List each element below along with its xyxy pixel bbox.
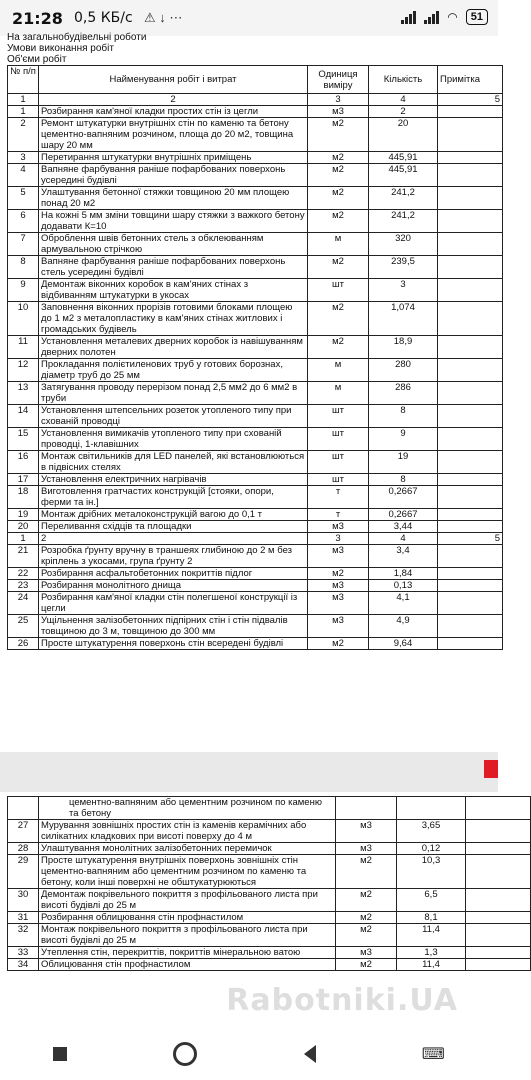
table-cell-name: Установлення електричних нагрівачів <box>39 474 308 486</box>
table-cell-unit: м3 <box>336 843 397 855</box>
table-cell-name: Вапняне фарбування раніше пофарбованих поверхонь усередині будівлі <box>39 164 308 187</box>
table-cell-no: 22 <box>8 568 39 580</box>
table-row <box>8 855 531 889</box>
table-cell-qty: 2 <box>369 106 438 118</box>
document-page-1 <box>0 32 500 650</box>
table-cell-note <box>438 256 503 279</box>
table-cell-qty: 3,65 <box>397 820 466 843</box>
table-cell-no: 14 <box>8 405 39 428</box>
table-cell-no: 18 <box>8 486 39 509</box>
table-cell-no: 23 <box>8 580 39 592</box>
table-cell-no: 29 <box>8 855 39 889</box>
col-number: 1 <box>8 533 39 545</box>
table-cell-unit: м3 <box>308 106 369 118</box>
table-cell-unit: шт <box>308 451 369 474</box>
table-cell-name: Ущільнення залізобетонних підпірних стін і стін підвалів товщиною до 3 м, товщиною до 300 мм <box>39 615 308 638</box>
table-cell-unit: м2 <box>336 912 397 924</box>
works-table <box>7 65 503 650</box>
table-cell-no: 15 <box>8 428 39 451</box>
table-cell-unit: м2 <box>308 187 369 210</box>
keyboard-icon[interactable]: ⌨ <box>421 1046 445 1063</box>
table-cell-name: Розбирання кам'яної кладки простих стін із цегли <box>39 106 308 118</box>
table-row <box>8 336 503 359</box>
table-cell-qty: 286 <box>369 382 438 405</box>
table-cell-no: 17 <box>8 474 39 486</box>
table-cell-qty: 9 <box>369 428 438 451</box>
table-row <box>8 889 531 912</box>
table-cell-note <box>438 486 503 509</box>
table-cell-note <box>438 428 503 451</box>
table-cell-unit: м2 <box>308 164 369 187</box>
col-number: 5 <box>438 533 503 545</box>
table-row <box>8 947 531 959</box>
red-marker <box>484 760 498 778</box>
table-row <box>8 615 503 638</box>
signal-2-icon <box>424 10 439 24</box>
table-cell-no: 19 <box>8 509 39 521</box>
table-row <box>8 233 503 256</box>
table-cell-qty: 3,4 <box>369 545 438 568</box>
col-number: 1 <box>8 94 39 106</box>
table-row <box>8 359 503 382</box>
rows-section-2 <box>8 545 503 650</box>
table-cell-name: Розбирання монолітного днища <box>39 580 308 592</box>
table-cell-unit: м2 <box>336 924 397 947</box>
table-cell-qty <box>397 797 466 820</box>
table-row <box>8 451 503 474</box>
page-2-header-strip <box>0 752 498 792</box>
status-right <box>401 9 488 25</box>
col-header-unit: Одиниця виміру <box>308 66 369 94</box>
header-line: Умови виконання робіт <box>7 43 114 54</box>
table-row <box>8 279 503 302</box>
table-cell-note <box>438 382 503 405</box>
android-nav-bar <box>0 1028 498 1080</box>
table-cell-unit: м2 <box>336 855 397 889</box>
status-bar <box>0 0 498 36</box>
column-number-row <box>8 533 503 545</box>
table-cell-unit: м3 <box>308 580 369 592</box>
status-time: 21:28 <box>12 9 63 28</box>
table-cell-qty: 445,91 <box>369 164 438 187</box>
table-cell-no: 21 <box>8 545 39 568</box>
back-button[interactable] <box>304 1045 316 1063</box>
battery-icon: 51 <box>466 9 488 25</box>
table-cell-name: Монтаж дрібних металоконструкцій вагою до 0,1 т <box>39 509 308 521</box>
home-button[interactable] <box>173 1042 197 1066</box>
col-header-name: Найменування робіт і витрат <box>39 66 308 94</box>
table-row <box>8 924 531 947</box>
table-cell-qty: 8 <box>369 474 438 486</box>
table-cell-note <box>466 855 531 889</box>
table-cell-qty: 0,13 <box>369 580 438 592</box>
table-row <box>8 256 503 279</box>
table-cell-note <box>438 405 503 428</box>
table-cell-qty: 6,5 <box>397 889 466 912</box>
table-cell-unit: м2 <box>308 210 369 233</box>
table-cell-name: Оброблення швів бетонних стель з обклеюванням армувальною стрічкою <box>39 233 308 256</box>
table-cell-qty: 19 <box>369 451 438 474</box>
table-cell-unit: шт <box>308 428 369 451</box>
table-cell-note <box>438 152 503 164</box>
table-row <box>8 509 503 521</box>
table-cell-qty: 0,12 <box>397 843 466 855</box>
table-cell-qty: 18,9 <box>369 336 438 359</box>
table-cell-unit: м3 <box>308 615 369 638</box>
table-cell-qty: 10,3 <box>397 855 466 889</box>
notification-icons: ⚠ ↓ ⋯ <box>144 10 183 25</box>
col-number: 3 <box>308 94 369 106</box>
table-cell-no: 30 <box>8 889 39 912</box>
table-row <box>8 428 503 451</box>
table-cell-no: 6 <box>8 210 39 233</box>
table-cell-no: 16 <box>8 451 39 474</box>
table-cell-no: 27 <box>8 820 39 843</box>
table-cell-qty: 8,1 <box>397 912 466 924</box>
table-cell-no: 3 <box>8 152 39 164</box>
table-cell-note <box>438 118 503 152</box>
table-cell-unit: м2 <box>308 118 369 152</box>
table-cell-note <box>438 106 503 118</box>
table-cell-qty: 8 <box>369 405 438 428</box>
table-cell-qty: 0,2667 <box>369 486 438 509</box>
table-cell-note <box>438 615 503 638</box>
table-cell-name: Перетирання штукатурки внутрішніх приміщень <box>39 152 308 164</box>
table-cell-note <box>466 924 531 947</box>
table-cell-name: Мурування зовнішніх простих стін із каменів керамічних або силікатних кладкових при висоті поверху до 4 м <box>39 820 336 843</box>
table-cell-qty: 241,2 <box>369 187 438 210</box>
table-row <box>8 164 503 187</box>
table-cell-note <box>438 279 503 302</box>
table-cell-name: Утеплення стін, перекриттів, покриттів мінеральною ватою <box>39 947 336 959</box>
table-cell-note <box>466 947 531 959</box>
table-cell-unit: м3 <box>308 521 369 533</box>
table-cell-unit: шт <box>308 474 369 486</box>
table-cell-name: Розбирання облицювання стін профнастилом <box>39 912 336 924</box>
table-row <box>8 545 503 568</box>
table-row <box>8 797 531 820</box>
table-cell-qty: 20 <box>369 118 438 152</box>
table-cell-name: Заповнення віконних прорізів готовими блоками площею до 1 м2 з металопластику в кам'яних стінах житлових і громадських будівель <box>39 302 308 336</box>
table-cell-qty: 9,64 <box>369 638 438 650</box>
table-cell-qty: 241,2 <box>369 210 438 233</box>
table-cell-unit: м2 <box>308 302 369 336</box>
table-cell-name: Улаштування монолітних залізобетонних перемичок <box>39 843 336 855</box>
table-cell-name: Просте штукатурення внутрішніх поверхонь зовнішніх стін цементно-вапняним або цементним розчином по каменю та бетону, коли інші поверхні не обштукатурюються <box>39 855 336 889</box>
table-cell-note <box>438 210 503 233</box>
table-row <box>8 912 531 924</box>
table-cell-note <box>438 521 503 533</box>
table-cell-unit: м3 <box>308 592 369 615</box>
table-row <box>8 486 503 509</box>
table-row <box>8 521 503 533</box>
table-cell-unit: м <box>308 382 369 405</box>
table-cell-qty: 1,84 <box>369 568 438 580</box>
table-cell-no: 8 <box>8 256 39 279</box>
table-row <box>8 106 503 118</box>
col-number: 5 <box>438 94 503 106</box>
table-cell-note <box>438 233 503 256</box>
table-cell-qty: 11,4 <box>397 959 466 971</box>
table-cell-qty: 445,91 <box>369 152 438 164</box>
table-cell-name: Затягування проводу перерізом понад 2,5 мм2 до 6 мм2 в труби <box>39 382 308 405</box>
table-row <box>8 820 531 843</box>
table-cell-qty: 239,5 <box>369 256 438 279</box>
table-cell-note <box>438 638 503 650</box>
table-cell-no <box>8 797 39 820</box>
table-cell-note <box>466 797 531 820</box>
table-cell-name: Улаштування бетонної стяжки товщиною 20 мм площею понад 20 м2 <box>39 187 308 210</box>
table-cell-note <box>466 843 531 855</box>
table-cell-note <box>438 451 503 474</box>
table-cell-qty: 1,3 <box>397 947 466 959</box>
table-cell-unit: т <box>308 509 369 521</box>
table-cell-name: цементно-вапняним або цементним розчином по каменю та бетону <box>39 797 336 820</box>
page-gap <box>0 680 498 750</box>
table-cell-no: 9 <box>8 279 39 302</box>
table-row <box>8 187 503 210</box>
table-cell-name: Установлення вимикачів утопленого типу при схованій проводці, 1-клавішних <box>39 428 308 451</box>
table-cell-unit: м2 <box>308 336 369 359</box>
col-number: 2 <box>39 94 308 106</box>
col-header-no: № п/п <box>8 66 39 94</box>
table-cell-unit: шт <box>308 279 369 302</box>
table-row <box>8 843 531 855</box>
col-number: 2 <box>39 533 308 545</box>
column-number-row <box>8 94 503 106</box>
table-cell-unit: м <box>308 233 369 256</box>
table-cell-no: 31 <box>8 912 39 924</box>
col-header-note: Примітка <box>438 66 503 94</box>
table-cell-note <box>438 592 503 615</box>
table-cell-note <box>438 164 503 187</box>
table-cell-unit: м2 <box>336 889 397 912</box>
table-row <box>8 568 503 580</box>
recent-apps-button[interactable] <box>53 1047 67 1061</box>
table-cell-unit: м <box>308 359 369 382</box>
table-cell-name: Переливання східців та площадки <box>39 521 308 533</box>
table-cell-unit: м2 <box>336 959 397 971</box>
table-cell-name: Ремонт штукатурки внутрішніх стін по каменю та бетону цементно-вапняним розчином, площа до 20 м2, товщина шару 20 мм <box>39 118 308 152</box>
table-cell-no: 32 <box>8 924 39 947</box>
table-cell-unit: шт <box>308 405 369 428</box>
table-cell-note <box>438 580 503 592</box>
document-page-2 <box>0 796 498 971</box>
table-cell-note <box>438 545 503 568</box>
table-cell-note <box>466 889 531 912</box>
table-cell-note <box>438 302 503 336</box>
table-cell-note <box>438 187 503 210</box>
table-cell-qty: 280 <box>369 359 438 382</box>
table-cell-unit: м2 <box>308 638 369 650</box>
header-line: Об'єми робіт <box>7 54 67 65</box>
table-cell-note <box>438 568 503 580</box>
col-number: 3 <box>308 533 369 545</box>
table-cell-no: 7 <box>8 233 39 256</box>
table-cell-name: Виготовлення гратчастих конструкцій [стояки, опори, ферми та ін.] <box>39 486 308 509</box>
col-number: 4 <box>369 533 438 545</box>
table-row <box>8 959 531 971</box>
table-cell-unit <box>336 797 397 820</box>
table-cell-name: Монтаж світильників для LED панелей, які встановлюються в підвісних стелях <box>39 451 308 474</box>
table-cell-no: 12 <box>8 359 39 382</box>
table-cell-qty: 0,2667 <box>369 509 438 521</box>
table-row <box>8 118 503 152</box>
table-row <box>8 474 503 486</box>
table-cell-name: На кожні 5 мм зміни товщини шару стяжки з важкого бетону додавати К=10 <box>39 210 308 233</box>
table-cell-qty: 3,44 <box>369 521 438 533</box>
table-row <box>8 382 503 405</box>
table-cell-name: Установлення штепсельних розеток утопленого типу при схованій проводці <box>39 405 308 428</box>
status-network-speed: 0,5 КБ/с <box>74 10 133 26</box>
table-cell-qty: 11,4 <box>397 924 466 947</box>
table-cell-unit: м3 <box>308 545 369 568</box>
table-cell-no: 4 <box>8 164 39 187</box>
table-cell-no: 11 <box>8 336 39 359</box>
signal-icon <box>401 10 416 24</box>
table-cell-no: 10 <box>8 302 39 336</box>
table-row <box>8 152 503 164</box>
table-cell-unit: м3 <box>336 820 397 843</box>
header-line: На загальнобудівельні роботи <box>7 32 147 43</box>
table-cell-note <box>466 820 531 843</box>
table-row <box>8 592 503 615</box>
table-row <box>8 210 503 233</box>
watermark: Rabotniki.UA <box>226 983 458 1018</box>
table-cell-name: Демонтаж віконних коробок в кам'яних стінах з відбиванням штукатурки в укосах <box>39 279 308 302</box>
table-cell-unit: м2 <box>308 256 369 279</box>
table-cell-name: Розробка ґрунту вручну в траншеях глибиною до 2 м без кріплень з укосами, група ґрунту 2 <box>39 545 308 568</box>
table-cell-qty: 4,1 <box>369 592 438 615</box>
table-cell-no: 1 <box>8 106 39 118</box>
rows-section-1 <box>8 106 503 533</box>
table-row <box>8 302 503 336</box>
table-cell-note <box>438 336 503 359</box>
works-table-continued <box>7 796 531 971</box>
table-cell-no: 13 <box>8 382 39 405</box>
table-cell-note <box>438 509 503 521</box>
wifi-icon: ◠ <box>447 10 458 24</box>
table-cell-name: Розбирання кам'яної кладки стін полегшеної конструкції із цегли <box>39 592 308 615</box>
table-cell-unit: м2 <box>308 568 369 580</box>
table-cell-name: Облицювання стін профнастилом <box>39 959 336 971</box>
col-number: 4 <box>369 94 438 106</box>
table-cell-unit: т <box>308 486 369 509</box>
table-cell-no: 25 <box>8 615 39 638</box>
table-cell-unit: м3 <box>336 947 397 959</box>
table-cell-qty: 320 <box>369 233 438 256</box>
table-row <box>8 638 503 650</box>
table-cell-unit: м2 <box>308 152 369 164</box>
table-header-row <box>8 66 503 94</box>
table-cell-name: Розбирання асфальтобетонних покриттів підлог <box>39 568 308 580</box>
table-cell-name: Монтаж покрівельного покриття з профільованого листа при висоті будівлі до 25 м <box>39 924 336 947</box>
table-cell-note <box>466 959 531 971</box>
table-cell-qty: 4,9 <box>369 615 438 638</box>
table-cell-note <box>466 912 531 924</box>
table-cell-note <box>438 359 503 382</box>
table-cell-no: 24 <box>8 592 39 615</box>
table-row <box>8 405 503 428</box>
table-cell-no: 20 <box>8 521 39 533</box>
table-cell-no: 26 <box>8 638 39 650</box>
table-cell-name: Просте штукатурення поверхонь стін всередені будівлі <box>39 638 308 650</box>
table-cell-no: 33 <box>8 947 39 959</box>
table-cell-no: 5 <box>8 187 39 210</box>
table-cell-no: 28 <box>8 843 39 855</box>
rows-section-3 <box>8 820 531 971</box>
table-row <box>8 580 503 592</box>
table-cell-qty: 3 <box>369 279 438 302</box>
table-cell-name: Установлення металевих дверних коробок із навішуванням дверних полотен <box>39 336 308 359</box>
table-cell-qty: 1,074 <box>369 302 438 336</box>
table-cell-note <box>438 474 503 486</box>
table-cell-name: Демонтаж покрівельного покриття з профільованого листа при висоті будівлі до 25 м <box>39 889 336 912</box>
table-cell-no: 34 <box>8 959 39 971</box>
table-cell-name: Прокладання полієтиленових труб у готових борознах, діаметр труб до 25 мм <box>39 359 308 382</box>
table-cell-name: Вапняне фарбування раніше пофарбованих поверхонь стель усередині будівлі <box>39 256 308 279</box>
col-header-qty: Кількість <box>369 66 438 94</box>
table-cell-no: 2 <box>8 118 39 152</box>
